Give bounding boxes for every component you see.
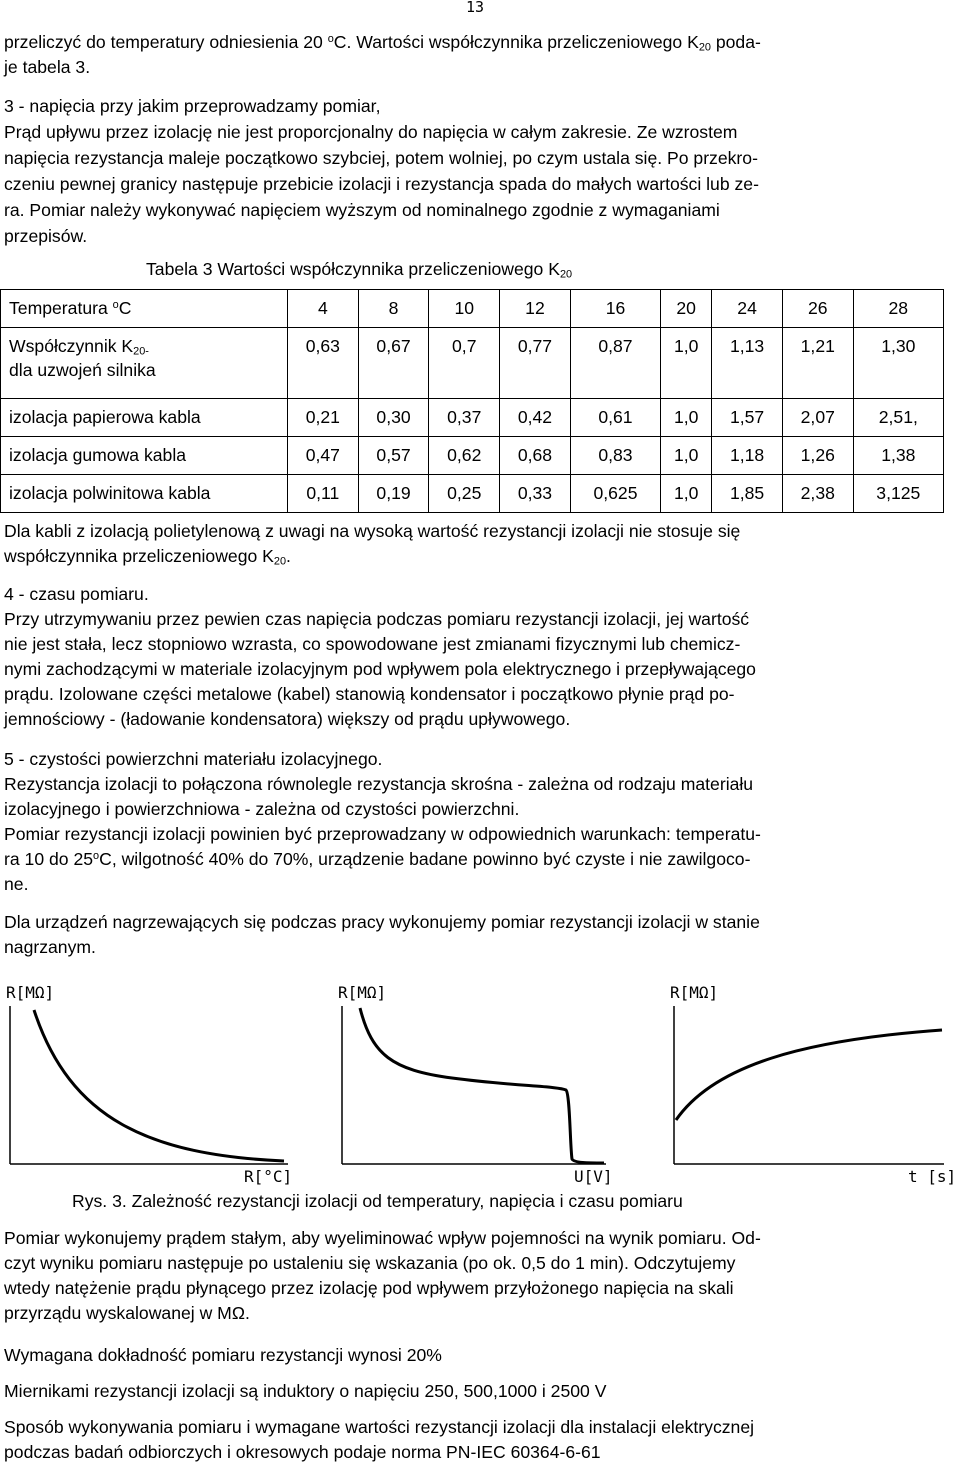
table-cell: 0,37 [429,399,500,437]
meters-paragraph: Miernikami rezystancji izolacji są induktory o napięciu 250, 500,1000 i 2500 V [4,1381,607,1401]
table-cell: 1,0 [661,475,712,513]
table-cell: 4 [288,290,359,328]
table-cell: 10 [429,290,500,328]
table-cell: 28 [853,290,943,328]
table-cell: 0,67 [358,328,429,399]
motor-coefficient-row [1,328,944,399]
row-label: izolacja papierowa kabla [1,399,288,437]
y-axis-label: R[MΩ] [338,983,387,1002]
table-cell: 0,625 [570,475,660,513]
table-cell: 16 [570,290,660,328]
table-cell: 1,13 [712,328,783,399]
table-cell: 1,0 [661,399,712,437]
table-cell: 0,33 [500,475,571,513]
polyethylene-note: Dla kabli z izolacją polietylenową z uwagi na wysoką wartość rezystancji izolacji nie stosuje się współczynnika przeliczeniowego $K_{20}$. [4,521,741,568]
table-cell: 0,30 [358,399,429,437]
x-axis-label: t [s] [908,1167,957,1185]
table-cell: 0,61 [570,399,660,437]
paper-cable-row [1,399,944,437]
table-cell: 1,21 [782,328,853,399]
table-cell: 1,0 [661,328,712,399]
table-cell: 0,11 [288,475,359,513]
row-label: izolacja gumowa kabla [1,437,288,475]
table-cell: 0,62 [429,437,500,475]
time-plot [664,970,960,1185]
rubber-cable-row [1,437,944,475]
figure-caption: Rys. 3. Zależność rezystancji izolacji od temperatury, napięcia i czasu pomiaru [72,1191,683,1211]
y-axis-label: R[MΩ] [6,983,55,1002]
table-cell: 1,0 [661,437,712,475]
table-cell: 26 [782,290,853,328]
table-cell: 1,57 [712,399,783,437]
page-number: 13 [466,0,485,16]
section-cleanliness: 5 - czystości powierzchni materiału izolacyjnego. Rezystancja izolacji to połączona równolegle rezystancja skrośna - zależna od rodzaju materiału izolacyjnego i powierzchniowa - zależna od czystości powierzchni. Pomiar rezystancji izolacji powinien być przeprowadzany w odpowiednich warunkach: temperatu- ra 10 do 25$^o$C, wilgotność 40% do 70%, urządzenie badane powinno być czyste i nie zawilgoco- ne. [4,749,761,894]
temperature-plot [0,970,320,1185]
coefficient-table [0,289,944,513]
table-cell: 0,25 [429,475,500,513]
heating-paragraph: Dla urządzeń nagrzewających się podczas pracy wykonujemy pomiar rezystancji izolacji w stanie nagrzanym. [4,912,760,957]
table-cell: 0,21 [288,399,359,437]
table-cell: 0,68 [500,437,571,475]
table-cell: 1,18 [712,437,783,475]
table-cell: 8 [358,290,429,328]
resistance-curve [360,1008,604,1163]
table-cell: 1,38 [853,437,943,475]
table-cell: 2,07 [782,399,853,437]
resistance-curve [676,1030,942,1120]
table-cell: 1,30 [853,328,943,399]
table-cell: 1,85 [712,475,783,513]
x-axis-label: U[V] [574,1167,613,1185]
measurement-paragraph: Pomiar wykonujemy prądem stałym, aby wyeliminować wpływ pojemności na wynik pomiaru. Od- czyt wyniku pomiaru następuje po ustaleniu się wskazania (po ok. 0,5 do 1 min). Odczytujemy wtedy natężenie prądu płynącego przez izolację pod wpływem przyłożonego napięcia na skali przyrządu wyskalowanej w MΩ. [4,1228,761,1323]
method-paragraph: Sposób wykonywania pomiaru i wymagane wartości rezystancji izolacji dla instalacji elektrycznej podczas badań odbiorczych i okresowych podaje norma PN-IEC 60364-6-61 [4,1417,755,1462]
table-cell: 24 [712,290,783,328]
table-cell: 3,125 [853,475,943,513]
table-cell: 0,63 [288,328,359,399]
temperature-label: Temperatura $^o$C [1,290,288,328]
table-cell: 0,57 [358,437,429,475]
pvc-cable-row [1,475,944,513]
accuracy-paragraph: Wymagana dokładność pomiaru rezystancji wynosi 20% [4,1345,442,1365]
table-cell: 0,7 [429,328,500,399]
table-cell: 0,87 [570,328,660,399]
intro-paragraph: przeliczyć do temperatury odniesienia 20 $^o$C. Wartości współczynnika przeliczeniowego $K_{20}$ poda- je tabela 3. [4,32,761,77]
x-axis-label: R[°C] [244,1167,293,1185]
temperature-row [1,290,944,328]
table-cell: 12 [500,290,571,328]
table-cell: 20 [661,290,712,328]
table-cell: 1,26 [782,437,853,475]
coefficient-label: Współczynnik $K_{20-}$ dla uzwojeń silnika [1,328,288,399]
table-cell: 0,83 [570,437,660,475]
table-cell: 0,47 [288,437,359,475]
table-cell: 2,51, [853,399,943,437]
row-label: izolacja polwinitowa kabla [1,475,288,513]
table-cell: 0,77 [500,328,571,399]
y-axis-label: R[MΩ] [670,983,719,1002]
section-voltage: 3 - napięcia przy jakim przeprowadzamy pomiar, Prąd upływu przez izolację nie jest proporcjonalny do napięcia w całym zakresie. Ze wzrostem napięcia rezystancja maleje początkowo szybciej, potem wolniej, po czym ustala się. Po przekro- czeniu pewnej granicy następuje przebicie izolacji i rezystancja spada do małych wartości lub ze- ra. Pomiar należy wykonywać napięciem wyższym od nominalnego zgodnie z wymaganiami przepisów. [4,96,759,246]
table-cell: 2,38 [782,475,853,513]
table-cell: 0,42 [500,399,571,437]
voltage-plot [332,970,632,1185]
table-caption: Tabela 3 Wartości współczynnika przeliczeniowego $K_{20}$ [146,259,573,281]
section-time: 4 - czasu pomiaru. Przy utrzymywaniu przez pewien czas napięcia podczas pomiaru rezystancji izolacji, jej wartość nie jest stała, lecz stopniowo wzrasta, co spowodowane jest zmianami fizycznymi lub chemicz- nymi zachodzącymi w materiale izolacyjnym pod wpływem pola elektrycznego i przepływającego prądu. Izolowane części metalowe (kabel) stanowią kondensator i początkowo płynie prąd po- jemnościowy - (ładowanie kondensatora) większy od prądu upływowego. [4,584,756,729]
resistance-curve [34,1010,284,1161]
table-cell: 0,19 [358,475,429,513]
